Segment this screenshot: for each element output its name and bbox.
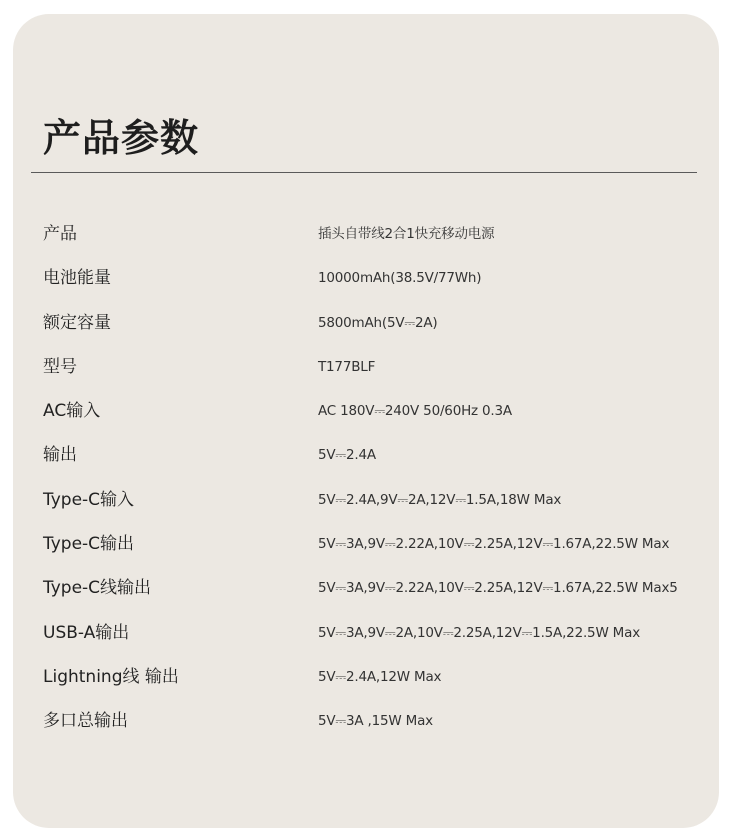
- spec-row-output: [43, 433, 703, 477]
- spec-value: 10000mAh(38.5V/77Wh): [318, 270, 482, 287]
- spec-label: 电池能量: [43, 268, 111, 289]
- spec-value: T177BLF: [318, 358, 376, 375]
- spec-row-battery-energy: [43, 256, 703, 300]
- spec-row-lightning-output: [43, 655, 703, 699]
- spec-label: AC输入: [43, 401, 101, 422]
- spec-label: Type-C输出: [43, 534, 135, 555]
- spec-label: Type-C线输出: [43, 578, 152, 599]
- spec-row-product: [43, 212, 703, 256]
- title-divider: [31, 172, 697, 173]
- spec-row-type-c-input: [43, 478, 703, 522]
- spec-value: AC 180V⎓240V 50/60Hz 0.3A: [318, 403, 512, 420]
- spec-row-type-c-output: [43, 522, 703, 566]
- spec-label: USB-A输出: [43, 622, 130, 643]
- spec-value: 5V⎓3A,9V⎓2A,10V⎓2.25A,12V⎓1.5A,22.5W Max: [318, 624, 640, 641]
- spec-value: 5V⎓3A,9V⎓2.22A,10V⎓2.25A,12V⎓1.67A,22.5W Max: [318, 536, 670, 553]
- spec-table: [43, 212, 703, 744]
- spec-row-total-output: [43, 699, 703, 743]
- spec-label: 多口总输出: [43, 711, 128, 732]
- spec-value: 5V⎓3A,9V⎓2.22A,10V⎓2.25A,12V⎓1.67A,22.5W Max5: [318, 580, 678, 597]
- spec-card: [13, 14, 719, 828]
- spec-label: 型号: [43, 356, 77, 377]
- spec-label: 额定容量: [43, 312, 111, 333]
- spec-value: 5V⎓2.4A,9V⎓2A,12V⎓1.5A,18W Max: [318, 491, 562, 508]
- spec-row-rated-capacity: [43, 301, 703, 345]
- spec-value: 5V⎓2.4A: [318, 447, 376, 464]
- page-title: 产品参数: [43, 116, 200, 160]
- spec-value: 5V⎓2.4A,12W Max: [318, 668, 442, 685]
- spec-row-usb-a-output: [43, 611, 703, 655]
- spec-value: 插头自带线2合1快充移动电源: [318, 226, 495, 242]
- spec-row-model: [43, 345, 703, 389]
- spec-row-type-c-cable-output: [43, 566, 703, 610]
- spec-row-ac-input: [43, 389, 703, 433]
- spec-label: Lightning线 输出: [43, 666, 179, 687]
- spec-value: 5800mAh(5V⎓2A): [318, 314, 438, 331]
- spec-label: 输出: [43, 445, 77, 466]
- spec-label: Type-C输入: [43, 489, 135, 510]
- spec-value: 5V⎓3A ,15W Max: [318, 713, 433, 730]
- spec-label: 产品: [43, 224, 77, 244]
